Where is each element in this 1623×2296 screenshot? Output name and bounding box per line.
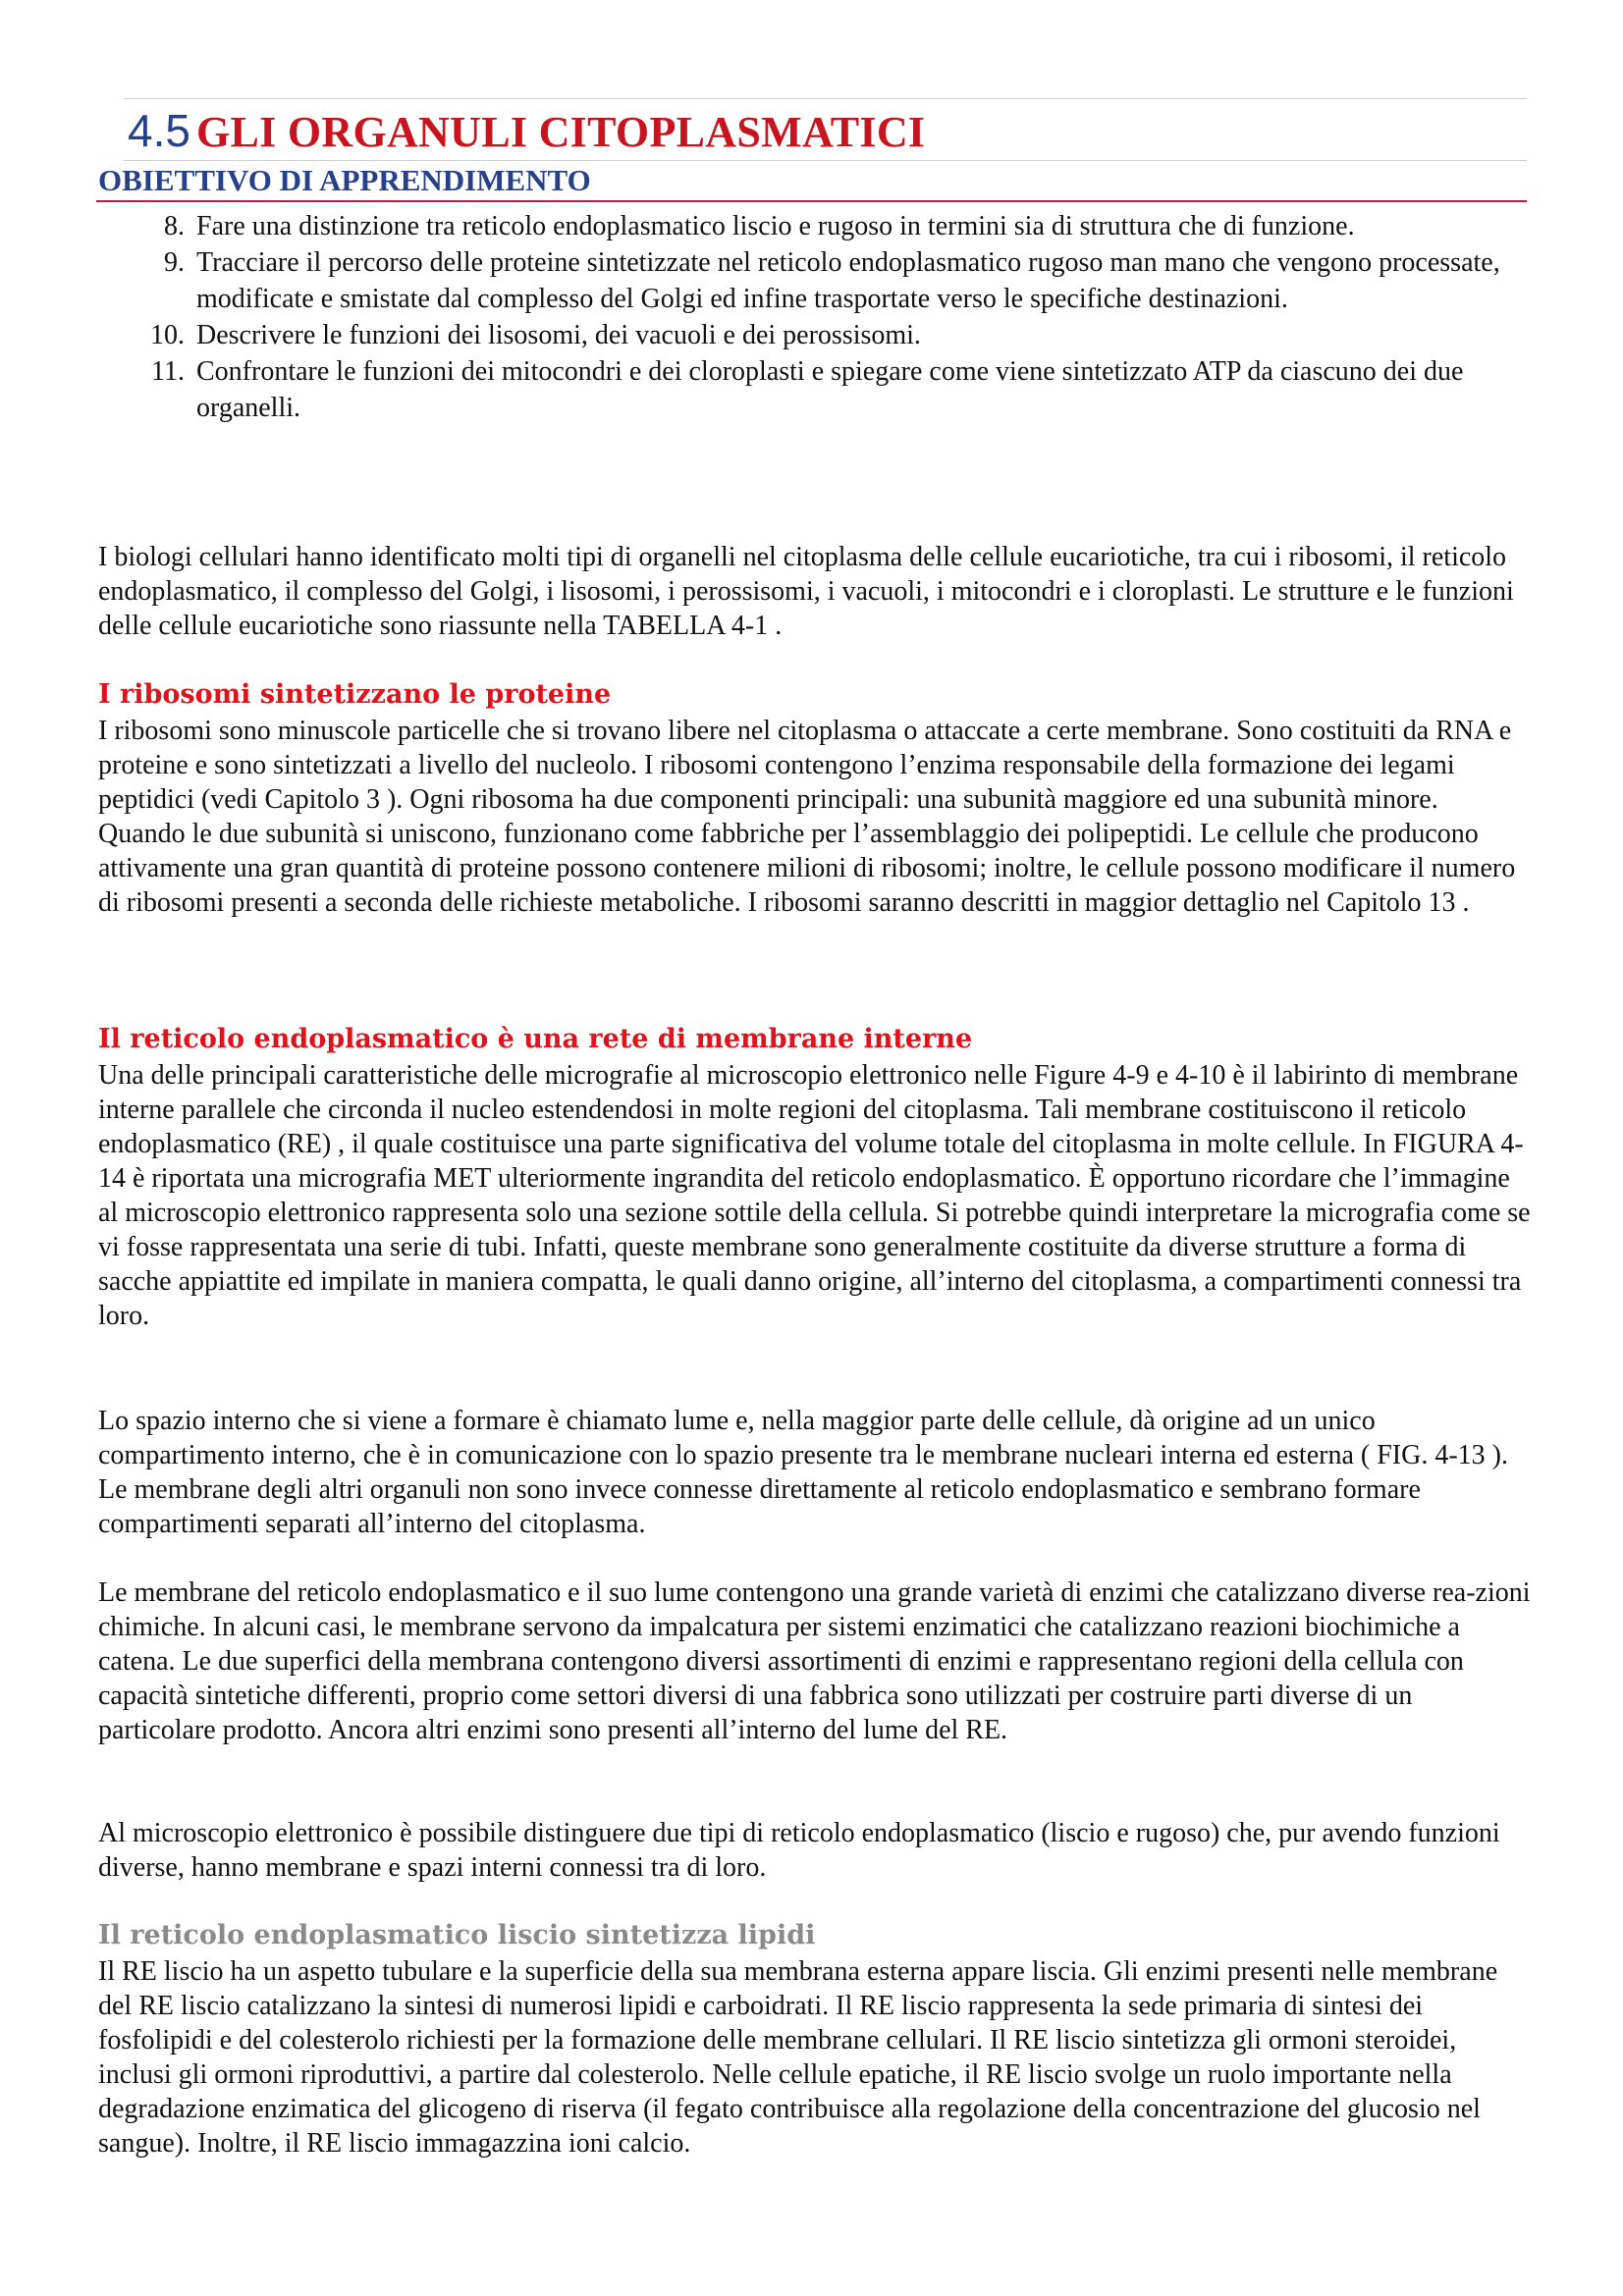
objectives-heading: OBIETTIVO DI APPRENDIMENTO	[98, 163, 591, 197]
objective-text: Fare una distinzione tra reticolo endoplasmatico liscio e rugoso in termini sia di struttura che di funzione.	[196, 211, 1355, 241]
section-title-text: GLI ORGANULI CITOPLASMATICI	[195, 108, 926, 156]
er-text-4: Al microscopio elettronico è possibile distinguere due tipi di reticolo endoplasmatico (liscio e rugoso) che, pur avendo funzioni diverse, hanno membrane e spazi interni connessi tra di loro.	[98, 1818, 1500, 1883]
objective-number: 8.	[164, 211, 185, 241]
objective-number: 9.	[164, 247, 185, 278]
ribosomes-text: I ribosomi sono minuscole particelle che si trovano libere nel citoplasma o attaccate a certe membrane. Sono costituiti da RNA e proteine e sono sintetizzati a livello del nucleolo. I ribosomi contengono l’enzima responsabile della formazione dei legami peptidici (vedi Capitolo 3 ). Ogni ribosoma ha due componenti principali: una subunità maggiore ed una subunità minore. Quando le due subunità si uniscono, funzionano come fabbriche per l’assemblaggio dei polipeptidi. Le cellule che producono attivamente una gran quantità di proteine possono contenere milioni di ribosomi; inoltre, le cellule possono modificare il numero di ribosomi presenti a seconda delle richieste metaboliche. I ribosomi saranno descritti in maggior dettaglio nel Capitolo 13 .	[98, 716, 1516, 918]
er-paragraph-4	[98, 1816, 1532, 1885]
objective-number: 11.	[151, 356, 185, 387]
er-heading: Il reticolo endoplasmatico è una rete di membrane interne	[98, 1024, 973, 1054]
er-text-3: Le membrane del reticolo endoplasmatico e il suo lume contengono una grande varietà di enzimi che catalizzano diverse rea-zioni chimiche. In alcuni casi, le membrane servono da impalcatura per sistemi enzimatici che catalizzano reazioni biochimiche a catena. Le due superfici della membrana contengono diversi assortimenti di enzimi e rappresentano regioni della cellula con capacità sintetiche differenti, proprio come settori diversi di una fabbrica sono utilizzati per costruire parti diverse di un particolare prodotto. Ancora altri enzimi sono presenti all’interno del lume del RE.	[98, 1577, 1531, 1745]
objective-item	[98, 208, 1522, 244]
objectives-list	[98, 208, 1522, 426]
ribosomes-heading: I ribosomi sintetizzano le proteine	[98, 679, 612, 710]
top-rule	[124, 98, 1527, 99]
objective-item	[98, 317, 1522, 353]
er-paragraph-1	[98, 1058, 1532, 1333]
ribosomes-paragraph	[98, 714, 1532, 920]
objectives-rule	[96, 200, 1527, 202]
er-paragraph-2	[98, 1404, 1532, 1541]
smooth-er-heading: Il reticolo endoplasmatico liscio sintetizza lipidi	[98, 1920, 816, 1950]
section-number: 4.5	[128, 105, 190, 156]
objective-item	[98, 244, 1522, 317]
er-text-2: Lo spazio interno che si viene a formare è chiamato lume e, nella maggior parte delle cellule, dà origine ad un unico compartimento interno, che è in comunicazione con lo spazio presente tra le membrane nucleari interna ed esterna ( FIG. 4-13 ). Le membrane degli altri organuli non sono invece connesse direttamente al reticolo endoplasmatico e sembrano formare compartimenti separati all’interno del citoplasma.	[98, 1406, 1508, 1539]
objective-text: Descrivere le funzioni dei lisosomi, dei vacuoli e dei perossisomi.	[196, 320, 921, 350]
er-paragraph-3	[98, 1575, 1532, 1747]
smooth-er-paragraph	[98, 1954, 1532, 2161]
title-rule	[124, 160, 1527, 161]
objective-item	[98, 353, 1522, 426]
objective-text: Confrontare le funzioni dei mitocondri e dei cloroplasti e spiegare come viene sintetizzato ATP da ciascuno dei due organelli.	[196, 356, 1464, 423]
objective-number: 10.	[150, 320, 185, 350]
smooth-er-text: Il RE liscio ha un aspetto tubulare e la superficie della sua membrana esterna appare liscia. Gli enzimi presenti nelle membrane del RE liscio catalizzano la sintesi di numerosi lipidi e carboidrati. Il RE liscio rappresenta la sede primaria di sintesi dei fosfolipidi e del colesterolo richiesti per la formazione delle membrane cellulari. Il RE liscio sintetizza gli ormoni steroidei, inclusi gli ormoni riproduttivi, a partire dal colesterolo. Nelle cellule epatiche, il RE liscio svolge un ruolo importante nella degradazione enzimatica del glicogeno di riserva (il fegato contribuisce alla regolazione della concentrazione del glucosio nel sangue). Inoltre, il RE liscio immagazzina ioni calcio.	[98, 1956, 1498, 2159]
er-text-1: Una delle principali caratteristiche delle micrografie al microscopio elettronico nelle Figure 4-9 e 4-10 è il labirinto di membrane interne parallele che circonda il nucleo estendendosi in molte regioni del citoplasma. Tali membrane costituiscono il reticolo endoplasmatico (RE) , il quale costituisce una parte significativa del volume totale del citoplasma in molte cellule. In FIGURA 4-14 è riportata una micrografia MET ulteriormente ingrandita del reticolo endoplasmatico. È opportuno ricordare che l’immagine al microscopio elettronico rappresenta solo una sezione sottile della cellula. Si potrebbe quindi interpretare la micrografia come se vi fosse rappresentata una serie di tubi. Infatti, queste membrane sono generalmente costituite da diverse strutture a forma di sacche appiattite ed impilate in maniera compatta, le quali danno origine, all’interno del citoplasma, a compartimenti connessi tra loro.	[98, 1060, 1531, 1331]
intro-text: I biologi cellulari hanno identificato molti tipi di organelli nel citoplasma delle cellule eucariotiche, tra cui i ribosomi, il reticolo endoplasmatico, il complesso del Golgi, i lisosomi, i perossisomi, i vacuoli, i mitocondri e i cloroplasti. Le strutture e le funzioni delle cellule eucariotiche sono riassunte nella TABELLA 4-1 .	[98, 542, 1514, 641]
intro-paragraph	[98, 540, 1532, 643]
section-title	[128, 104, 925, 159]
objective-text: Tracciare il percorso delle proteine sintetizzate nel reticolo endoplasmatico rugoso man mano che vengono processate, modificate e smistate dal complesso del Golgi ed infine trasportate verso le specifiche destinazioni.	[196, 247, 1500, 314]
